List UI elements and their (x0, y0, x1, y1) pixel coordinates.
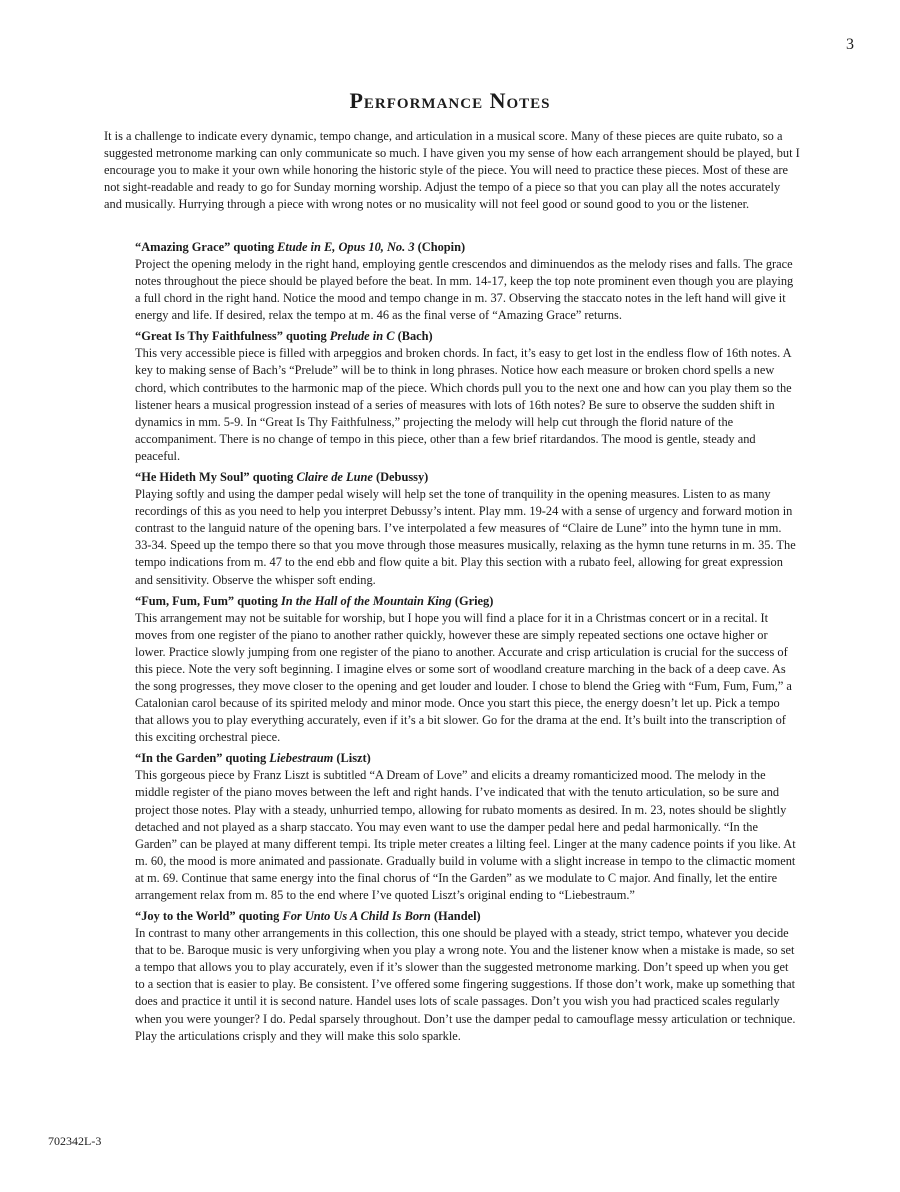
section-body: Playing softly and using the damper pedal wisely will help set the tone of tranquility in the opening measures. Listen to as many recordings of this as you need to help you interpret Debussy’s intent. Play mm. 19-24 with a sense of urgency and forward motion in contrast to the languid nature of the opening bars. I’ve interpolated a few measures of “Claire de Lune” into the hymn tune in mm. 33-34. Speed up the tempo there so that you move through those measures musically, relaxing as the hymn tune returns in m. 35. The tempo indications from m. 47 to the end ebb and flow quite a bit. Play this section with a rubato feel, allowing for great expression and sensitivity. Observe the whisper soft ending. (135, 487, 796, 587)
composer-name: (Chopin) (414, 240, 466, 254)
hymn-title: “Amazing Grace” (135, 240, 231, 254)
classical-work-title: In the Hall of the Mountain King (280, 593, 452, 608)
intro-paragraph: It is a challenge to indicate every dynamic, tempo change, and articulation in a musical score. Many of these pieces are quite rubato, so a suggested metronome marking can only communicate so much. I have given you my sense of how each arrangement should be played, but I encourage you to make it your own while honoring the historic style of the piece. You will need to practice these pieces. Most of these are not sight-readable and ready to go for Sunday morning worship. Adjust the tempo of a piece so that you can play all the notes accurately and musically. Hurrying through a piece with wrong notes or no musicality will not feel good or sound good to you or the listener. (104, 129, 800, 212)
note-section-fum-fum-fum (135, 593, 797, 747)
note-section-in-the-garden (135, 750, 797, 904)
hymn-title: “Fum, Fum, Fum” (135, 593, 235, 608)
section-heading (135, 328, 797, 345)
hymn-title: “Great Is Thy Faithfulness” (135, 329, 283, 344)
quoting-word: quoting (222, 751, 270, 766)
composer-name: (Debussy) (372, 470, 429, 485)
section-body: This very accessible piece is filled with arpeggios and broken chords. In fact, it’s easy to get lost in the endless flow of 16th notes. A key to making sense of Bach’s “Prelude” will be to think in long phrases. Notice how each measure or broken chord spells a new chord, which contributes to the harmonic map of the piece. Which chords pull you to the next one and how can you play them so the listener hears a musical progression instead of a series of measures with lots of 16th notes? Be sure to observe the sudden shift in dynamics in mm. 5-9. In “Great Is Thy Faithfulness,” projecting the melody will help cut through the florid nature of the accompaniment. There is no change of tempo in this piece, other than a few brief ritardandos. The mood is gentle, steady and peaceful. (135, 346, 792, 463)
quoting-word: quoting (230, 240, 278, 254)
classical-work-title: Claire de Lune (296, 470, 373, 485)
page-title: Performance Notes (349, 88, 551, 113)
classical-work-title: Etude in E, Opus 10, No. 3 (277, 240, 415, 254)
composer-name: (Grieg) (451, 593, 494, 608)
section-heading (135, 593, 797, 610)
hymn-title: “Joy to the World” (135, 909, 236, 924)
note-section-he-hideth-my-soul (135, 469, 797, 589)
quoting-word: quoting (249, 470, 297, 485)
composer-name: (Liszt) (333, 751, 371, 766)
hymn-title: “In the Garden” (135, 751, 223, 766)
quoting-word: quoting (282, 329, 330, 344)
section-body: Project the opening melody in the right hand, employing gentle crescendos and diminuendos as the melody rises and falls. The grace notes throughout the piece should be played before the beat. In mm. 14-17, keep the top note prominent even though you are playing a full chord in the right hand. Notice the mood and tempo change in m. 37. Observing the staccato notes in the left hand will give it energy and life. If desired, relax the tempo at m. 46 as the final verse of “Amazing Grace” returns. (135, 257, 794, 323)
note-section-great-is-thy-faithfulness (135, 328, 797, 465)
section-body: This arrangement may not be suitable for worship, but I hope you will find a place for it in a Christmas concert or in a recital. It moves from one register of the piano to another rather quickly, however these are simply repeated sections one octave higher or lower. Practice slowly jumping from one register of the piano to another. Accurate and crisp articulation is crucial for the success of this piece. Note the very soft beginning. I imagine elves or some sort of woodland creature marching in the back of a deep cave. As the song progresses, they move closer to the opening and get louder and louder. I chose to blend the Grieg with “Fum, Fum, Fum,” a Catalonian carol because of its spirited melody and minor mode. Once you start this piece, the energy doesn’t let up. Pick a tempo that allows you to play everything accurately, even if it’s a bit slower. Go for the drama at the end. It’s built into the transcription of this exciting orchestral piece. (135, 610, 792, 745)
page-number: 3 (846, 36, 854, 53)
hymn-title: “He Hideth My Soul” (135, 470, 250, 485)
composer-name: (Handel) (430, 909, 481, 924)
section-heading (135, 750, 797, 767)
classical-work-title: Liebestraum (269, 751, 334, 766)
composer-name: (Bach) (394, 329, 433, 344)
section-body: In contrast to many other arrangements in this collection, this one should be played with a steady, strict tempo, whatever you decide that to be. Baroque music is very unforgiving when you play a wrong note. You and the listener know when a mistake is made, so set a tempo that allows you to play accurately, even if it’s slower than the suggested metronome marking. Don’t speed up when you get to a section that is easier to play. Be consistent. I’ve offered some fingering suggestions. If those don’t work, make up something that does and practice it until it is second nature. Handel uses lots of scale passages. Don’t you wish you had practiced scales regularly when you were younger? I do. Pedal sparsely throughout. Don’t use the damper pedal to camouflage messy articulation or technique. Play the articulations crisply and they will make this solo sparkle. (135, 926, 796, 1043)
quoting-word: quoting (234, 593, 281, 608)
section-heading (135, 239, 797, 256)
classical-work-title: For Unto Us A Child Is Born (282, 909, 431, 924)
performance-notes-list (135, 239, 797, 1049)
note-section-joy-to-the-world (135, 908, 797, 1045)
quoting-word: quoting (235, 909, 283, 924)
note-section-amazing-grace (135, 239, 797, 324)
section-heading (135, 469, 797, 486)
section-heading (135, 908, 797, 925)
section-body: This gorgeous piece by Franz Liszt is subtitled “A Dream of Love” and elicits a dreamy romanticized mood. The melody in the middle register of the piano moves between the left and right hands. I’ve indicated that with the tenuto articulation, so be sure and project those notes. Play with a steady, unhurried tempo, allowing for rubato moments as desired. In m. 23, notes should be slightly detached and not played as a sharp staccato. You may even want to use the damper pedal here and pedal harmonically. “In the Garden” can be played at many different tempi. Its triple meter creates a lilting feel. Linger at the many cadence points if you like. At m. 60, the mood is more animated and passionate. Gradually build in volume with a slight increase in tempo to the climactic moment at m. 69. Continue that same energy into the final chorus of “In the Garden” as we modulate to C major. And finally, let the entire arrangement relax from m. 85 to the end where I’ve quoted Liszt’s original ending to “Liebestraum.” (135, 768, 796, 902)
catalog-code: 702342L-3 (48, 1134, 102, 1148)
classical-work-title: Prelude in C (329, 329, 395, 344)
